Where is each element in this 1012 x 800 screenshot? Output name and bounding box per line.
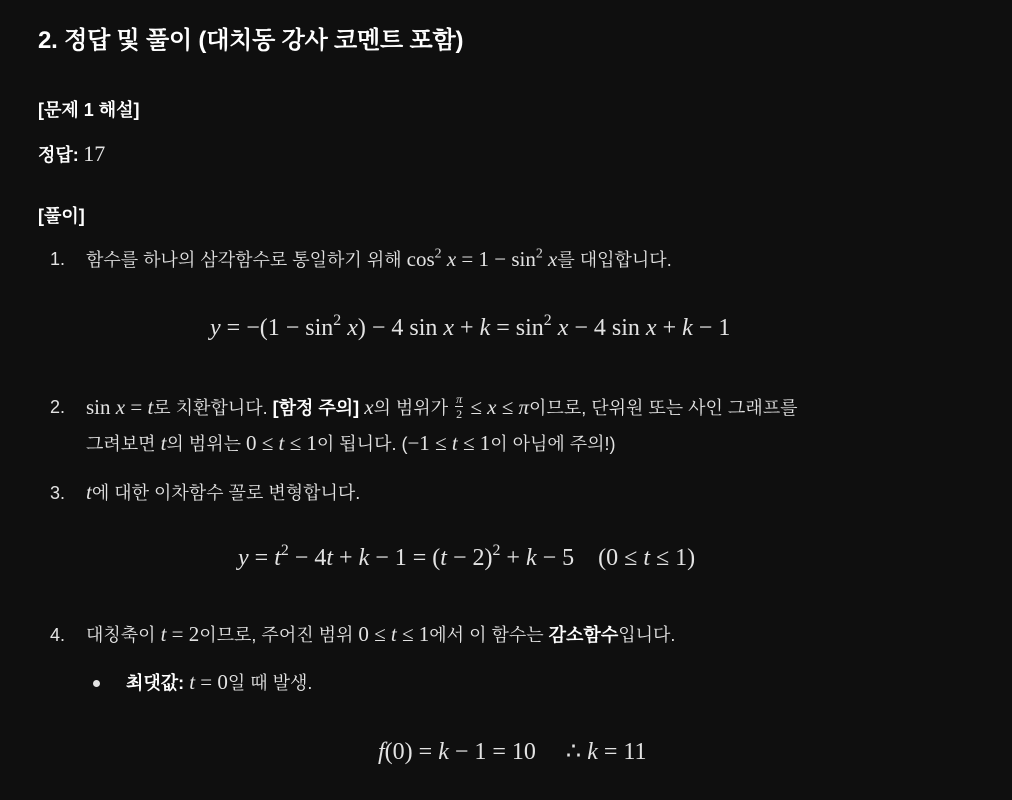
caution-label: [함정 주의] — [272, 397, 360, 418]
answer-value: 17 — [83, 141, 106, 166]
answer-line — [38, 141, 105, 167]
step-number: 4. — [50, 625, 66, 645]
step-1-identity: $\cos^2 x = 1 - \sin^2 x$ — [406, 245, 558, 271]
step-number: 2. — [50, 397, 66, 417]
step-2-text-line-2: 그려보면 t의 범위는 0 ≤ t ≤ 1이 됩니다. (−1 ≤ t ≤ 1이 아님에 주의!) — [86, 431, 616, 455]
problem-title: [문제 1 해설] — [38, 100, 140, 120]
bullet-icon — [93, 680, 100, 687]
pi-over-2-fraction: $\frac{\pi}{2}$ — [456, 392, 463, 421]
section-heading: 2. 정답 및 풀이 (대치동 강사 코멘트 포함) — [38, 27, 464, 54]
step-3-text: t에 대한 이차함수 꼴로 변형합니다. — [86, 480, 361, 504]
step-2-text-line-1: sin x = t로 치환합니다. [함정 주의] x의 범위가 $\frac{\pi}{2}$ ≤ x ≤ π이므로, 단위원 또는 사인 그래프를 — [86, 392, 798, 421]
equation-1: $y = -(1 - \sin^2 x) - 4$ $\sin x + k = \sin^2 x - 4$ sin x + k − 1 — [210, 312, 731, 341]
step-4-text: 대칭축이 t = 2이므로, 주어진 범위 0 ≤ t ≤ 1에서 이 함수는 감소함수입니다. — [86, 622, 676, 646]
step-number: 3. — [50, 483, 66, 503]
decreasing-function-emphasis: 감소함수 — [548, 625, 619, 645]
step-number: 1. — [50, 249, 66, 269]
solution-title: [풀이] — [38, 206, 85, 226]
equation-3: f(0) = k − 1 = 10 ∴ k = 11 — [378, 739, 647, 765]
step-1-text: 함수를 하나의 삼각함수로 통일하기 위해 $\cos^2 x = 1 - \sin^2 x$를 대입합니다. — [86, 245, 672, 271]
equation-2: $y = t^2 - 4t + k - 1 = (t - 2)^2 + k - 5$ (0 ≤ t ≤ 1) — [238, 542, 696, 571]
answer-label: 정답: — [38, 145, 79, 165]
bullet-item-max: 최댓값: t = 0일 때 발생. — [126, 670, 313, 694]
